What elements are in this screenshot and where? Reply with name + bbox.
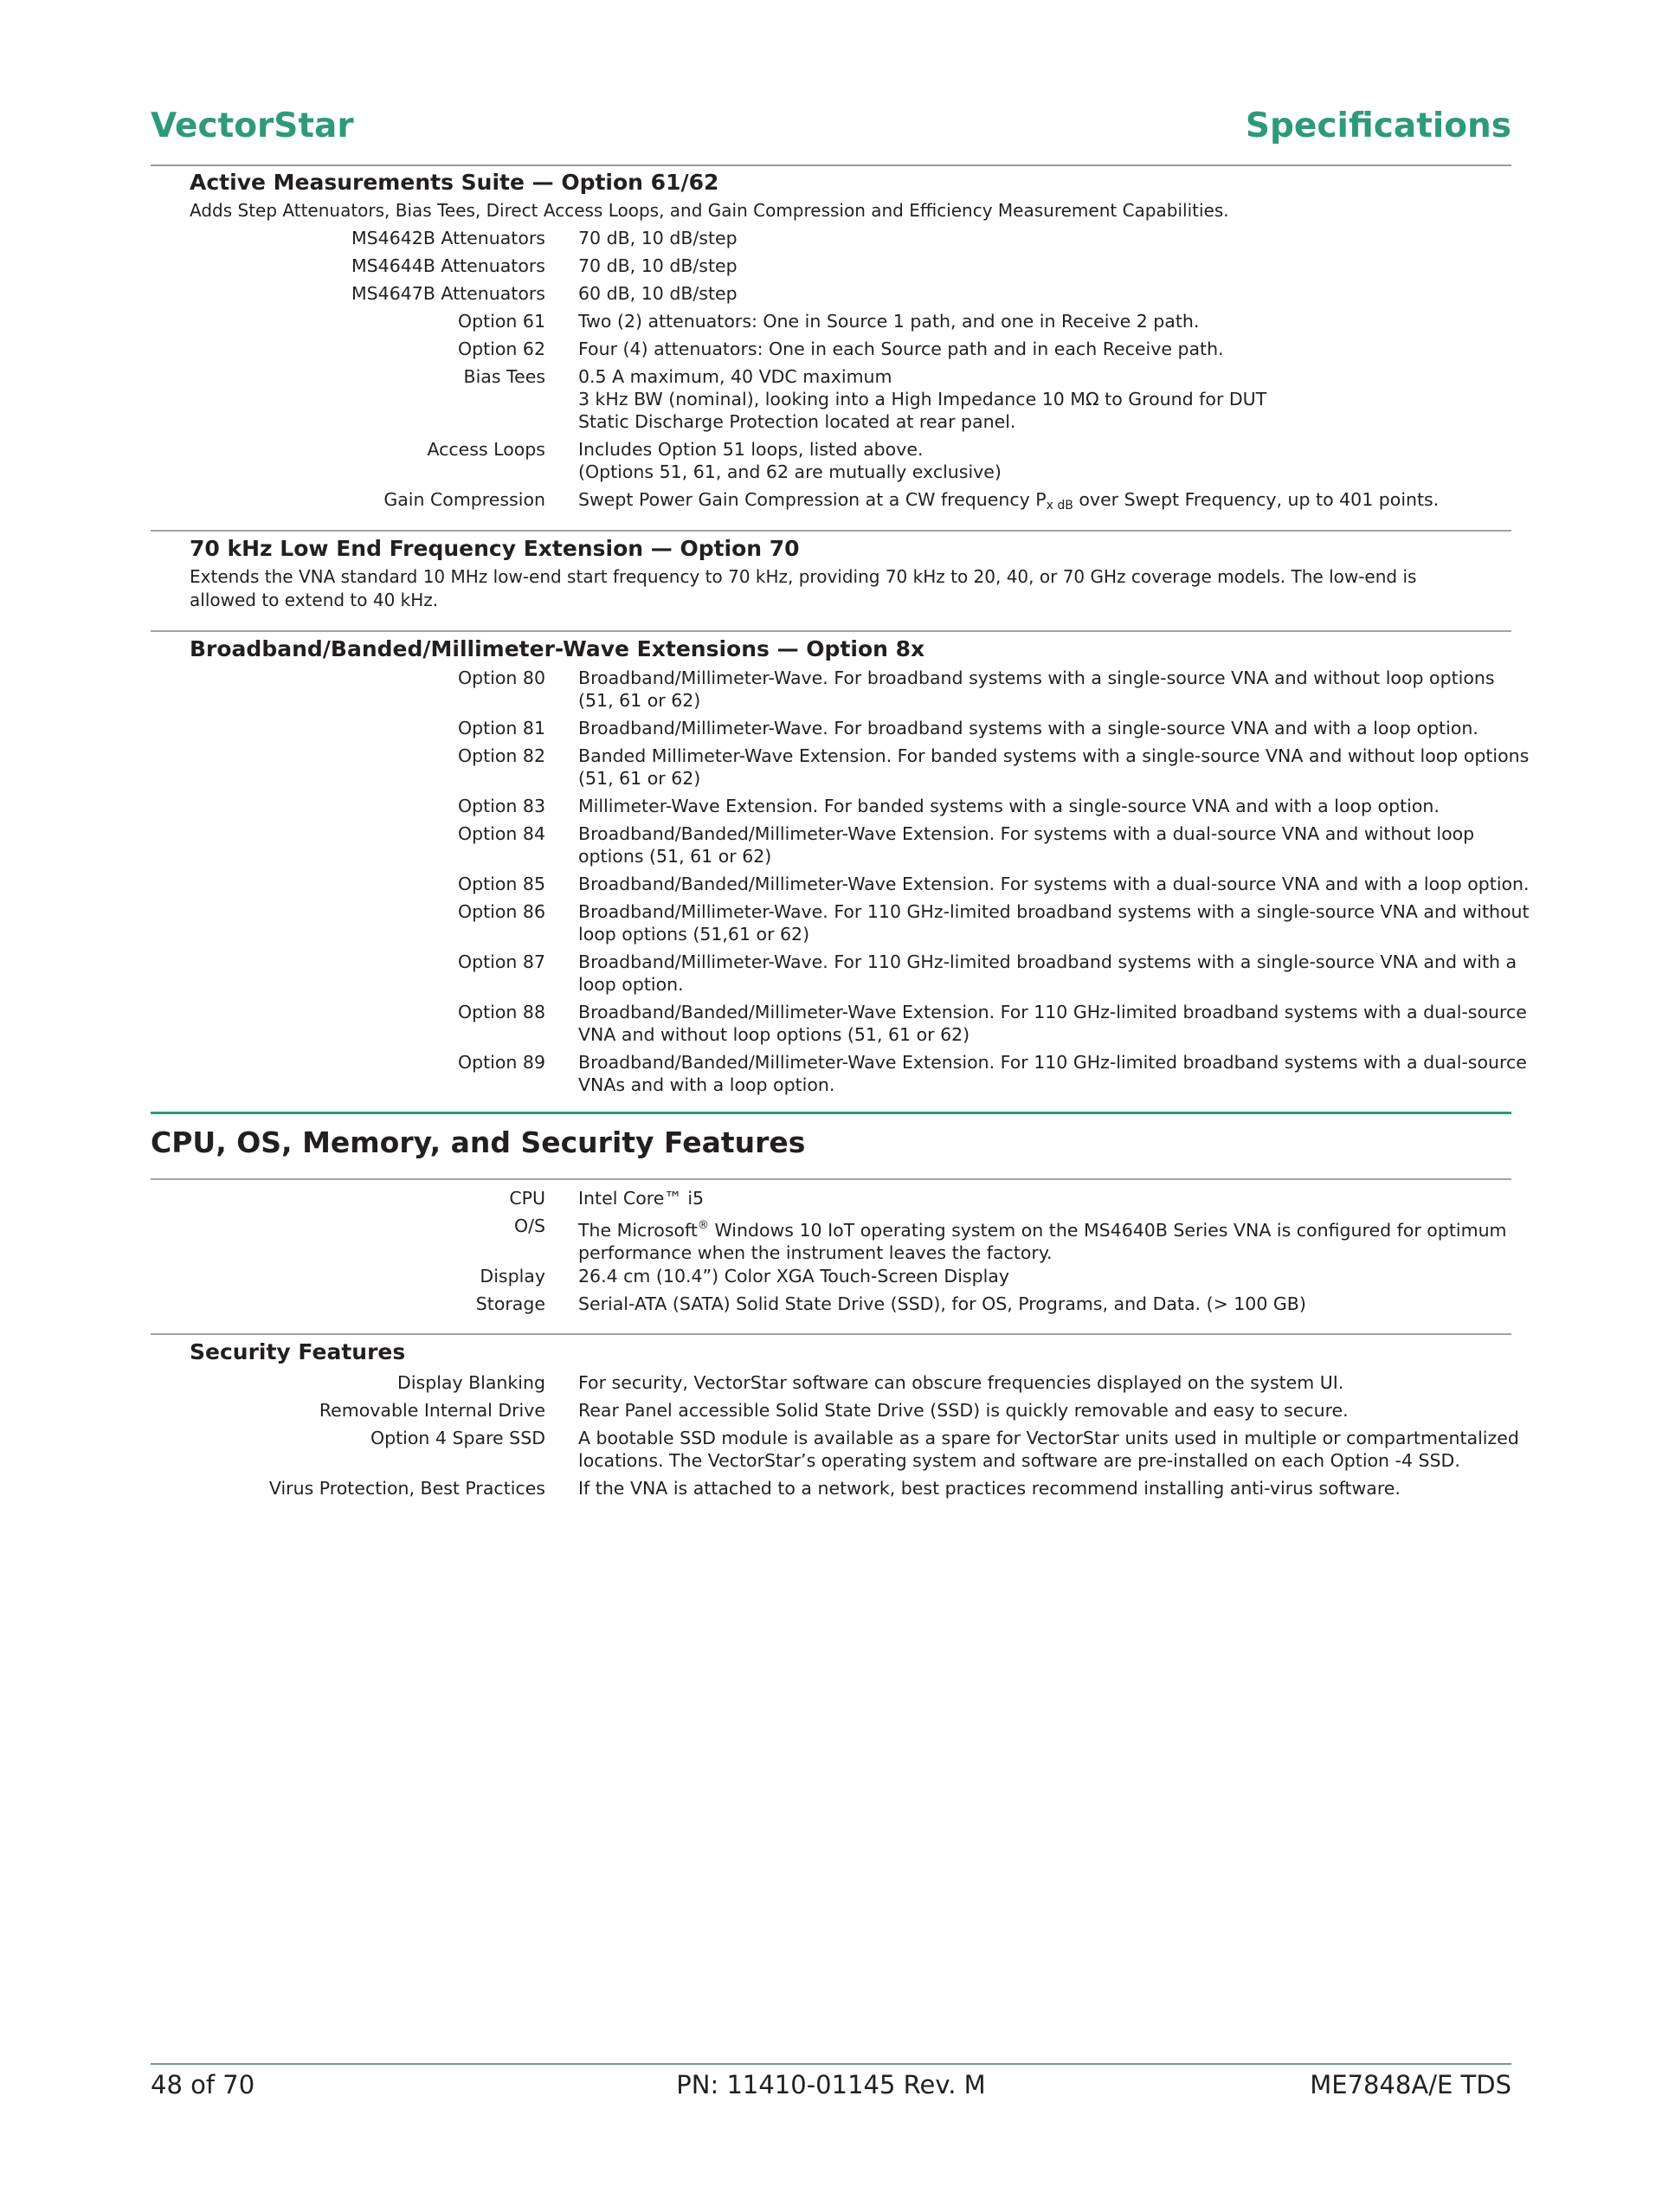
spec-label: Option 85: [457, 874, 545, 894]
spec-label: MS4647B Attenuators: [351, 283, 545, 304]
spec-value: [578, 667, 1510, 712]
spec-label: Option 81: [457, 718, 545, 738]
spec-value-line: 0.5 A maximum, 40 VDC maximum: [578, 366, 892, 387]
spec-label: Option 80: [457, 667, 545, 688]
spec-value: [578, 822, 1510, 867]
registered-mark: ®: [697, 1219, 709, 1232]
footer-part-number: PN: 11410-01145 Rev. M: [676, 2070, 986, 2099]
spec-label: Option 88: [457, 1002, 545, 1022]
footer-doc-id: ME7848A/E TDS: [1310, 2070, 1511, 2099]
spec-label: Option 4 Spare SSD: [370, 1428, 545, 1448]
spec-value-line: 26.4 cm (10.4”) Color XGA Touch-Screen Display: [578, 1266, 1009, 1287]
spec-value-line: 60 dB, 10 dB/step: [578, 283, 738, 304]
spec-value: [578, 488, 1510, 517]
spec-value: [578, 338, 1510, 360]
spec-value: [578, 365, 1510, 433]
spec-label: Option 82: [457, 745, 545, 766]
gain-text: Swept Power Gain Compression at a CW frequency P: [578, 489, 1047, 510]
spec-label: Option 89: [457, 1052, 545, 1073]
section-divider-major: [151, 1112, 1511, 1114]
spec-value: [578, 227, 1510, 249]
os-text-end: Windows 10 IoT operating system on the MS4640B Series VNA is configured for optimum: [708, 1220, 1507, 1241]
spec-value-line: Broadband/Banded/Millimeter-Wave Extension. For systems with a dual-source VNA and with a loop option.: [578, 874, 1530, 894]
spec-value-line: For security, VectorStar software can obscure frequencies displayed on the system UI.: [578, 1372, 1344, 1393]
spec-value-line: Broadband/Banded/Millimeter-Wave Extension. For 110 GHz-limited broadband systems with a dual-source: [578, 1002, 1527, 1022]
spec-value-line: Banded Millimeter-Wave Extension. For banded systems with a single-source VNA and without loop options: [578, 745, 1530, 766]
spec-value-line: VNAs and with a loop option.: [578, 1074, 835, 1095]
spec-value-line: performance when the instrument leaves the factory.: [578, 1242, 1053, 1263]
spec-value-line: Four (4) attenuators: One in each Source path and in each Receive path.: [578, 339, 1224, 359]
section-divider: [151, 630, 1511, 632]
spec-value: [578, 1051, 1527, 1096]
spec-value-line: (Options 51, 61, and 62 are mutually exclusive): [578, 461, 1002, 482]
spec-value-line: A bootable SSD module is available as a spare for VectorStar units used in multiple or compartmentalized: [578, 1428, 1519, 1448]
spec-value: [578, 1001, 1527, 1046]
footer-page-number: 48 of 70: [151, 2070, 255, 2099]
spec-value: [578, 951, 1517, 996]
spec-value-line: 3 kHz BW (nominal), looking into a High Impedance 10 MΩ to Ground for DUT: [578, 389, 1267, 410]
lowend-desc: Extends the VNA standard 10 MHz low-end start frequency to 70 kHz, providing 70 kHz to 20, 40, or 70 GHz coverage models. The low-end is allowed to extend to 40 kHz.: [190, 566, 1417, 610]
spec-label: Gain Compression: [383, 489, 545, 510]
spec-label: MS4642B Attenuators: [351, 228, 545, 248]
os-text: The Microsoft: [578, 1220, 698, 1241]
broadband-title: Broadband/Banded/Millimeter-Wave Extensions — Option 8x: [190, 636, 925, 661]
spec-value-line: Broadband/Millimeter-Wave. For broadband systems with a single-source VNA and without loop options: [578, 667, 1495, 688]
active-title: Active Measurements Suite — Option 61/62: [190, 170, 719, 195]
spec-value-line: 70 dB, 10 dB/step: [578, 228, 738, 248]
spec-value-line: (51, 61 or 62): [578, 768, 701, 789]
spec-value-line: Two (2) attenuators: One in Source 1 path, and one in Receive 2 path.: [578, 311, 1200, 332]
lowend-title: 70 kHz Low End Frequency Extension — Option 70: [190, 536, 800, 561]
spec-value: [578, 1187, 1510, 1209]
spec-value: [578, 1265, 1510, 1287]
gain-text-end: over Swept Frequency, up to 401 points.: [1073, 489, 1440, 510]
spec-value: [578, 1399, 1510, 1422]
spec-value-line: Broadband/Banded/Millimeter-Wave Extension. For 110 GHz-limited broadband systems with a dual-source: [578, 1052, 1527, 1073]
spec-value-line: VNA and without loop options (51, 61 or 62): [578, 1024, 970, 1045]
gain-subscript: x dB: [1046, 499, 1073, 513]
spec-value-line: Broadband/Banded/Millimeter-Wave Extension. For systems with a dual-source VNA and without loop: [578, 823, 1475, 844]
spec-value-line: Static Discharge Protection located at rear panel.: [578, 411, 1016, 432]
spec-value: [578, 255, 1510, 277]
section-divider: [151, 530, 1511, 532]
spec-value: [578, 310, 1510, 332]
spec-label: Option 83: [457, 796, 545, 816]
footer-divider: [151, 2063, 1511, 2065]
spec-value: [578, 1215, 1510, 1264]
spec-label: MS4644B Attenuators: [351, 255, 545, 276]
spec-label: O/S: [513, 1216, 545, 1236]
spec-value: [578, 1293, 1510, 1315]
spec-value-line: Serial-ATA (SATA) Solid State Drive (SSD), for OS, Programs, and Data. (> 100 GB): [578, 1293, 1306, 1314]
spec-value: [578, 1427, 1519, 1472]
spec-value: [578, 795, 1510, 817]
section-divider: [151, 1333, 1511, 1335]
spec-value: [578, 438, 1510, 483]
header-divider: [151, 164, 1511, 166]
spec-value-line: locations. The VectorStar’s operating system and software are pre-installed on each Option -4 SSD.: [578, 1450, 1460, 1471]
header-section: Specifications: [1245, 106, 1511, 145]
section-divider: [151, 1178, 1511, 1180]
spec-value-line: options (51, 61 or 62): [578, 846, 772, 867]
cpu-section-title: CPU, OS, Memory, and Security Features: [151, 1125, 806, 1159]
spec-label: Access Loops: [427, 439, 545, 460]
spec-label: Removable Internal Drive: [319, 1400, 545, 1421]
spec-label: CPU: [509, 1188, 545, 1209]
security-title: Security Features: [190, 1339, 406, 1364]
spec-value: [578, 1371, 1510, 1394]
spec-value: [578, 900, 1530, 945]
spec-value-line: Rear Panel accessible Solid State Drive (SSD) is quickly removable and easy to secure.: [578, 1400, 1349, 1421]
spec-value: [578, 282, 1510, 305]
spec-label: Option 62: [457, 339, 545, 359]
spec-value-line: If the VNA is attached to a network, best practices recommend installing anti-virus software.: [578, 1478, 1401, 1499]
spec-label: Option 87: [457, 951, 545, 972]
spec-value-line: 70 dB, 10 dB/step: [578, 255, 738, 276]
spec-value: [578, 873, 1530, 895]
spec-label: Storage: [475, 1293, 545, 1314]
spec-value-line: Broadband/Millimeter-Wave. For 110 GHz-limited broadband systems with a single-source VNA and with a: [578, 951, 1517, 972]
spec-label: Display Blanking: [397, 1372, 545, 1393]
spec-label: Bias Tees: [463, 366, 545, 387]
spec-value-line: Includes Option 51 loops, listed above.: [578, 439, 924, 460]
spec-label: Option 86: [457, 901, 545, 922]
spec-value-line: Intel Core™ i5: [578, 1188, 705, 1209]
spec-value: [578, 1477, 1510, 1499]
page-header: [151, 102, 1511, 154]
spec-value-line: Broadband/Millimeter-Wave. For 110 GHz-limited broadband systems with a single-source VNA and without: [578, 901, 1530, 922]
spec-value-line: Broadband/Millimeter-Wave. For broadband systems with a single-source VNA and with a loop option.: [578, 718, 1478, 738]
spec-label: Virus Protection, Best Practices: [268, 1478, 545, 1499]
spec-value: [578, 717, 1510, 739]
spec-value-line: Millimeter-Wave Extension. For banded systems with a single-source VNA and with a loop option.: [578, 796, 1440, 816]
spec-label: Option 61: [457, 311, 545, 332]
header-brand: VectorStar: [151, 106, 354, 145]
spec-label: Option 84: [457, 823, 545, 844]
spec-value: [578, 745, 1530, 790]
spec-value-line: loop options (51,61 or 62): [578, 924, 810, 945]
active-desc: Adds Step Attenuators, Bias Tees, Direct Access Loops, and Gain Compression and Efficiency Measurement Capabilities.: [190, 200, 1229, 221]
spec-label: Display: [480, 1266, 545, 1287]
spec-value-line: loop option.: [578, 974, 684, 995]
spec-value-line: (51, 61 or 62): [578, 690, 701, 711]
